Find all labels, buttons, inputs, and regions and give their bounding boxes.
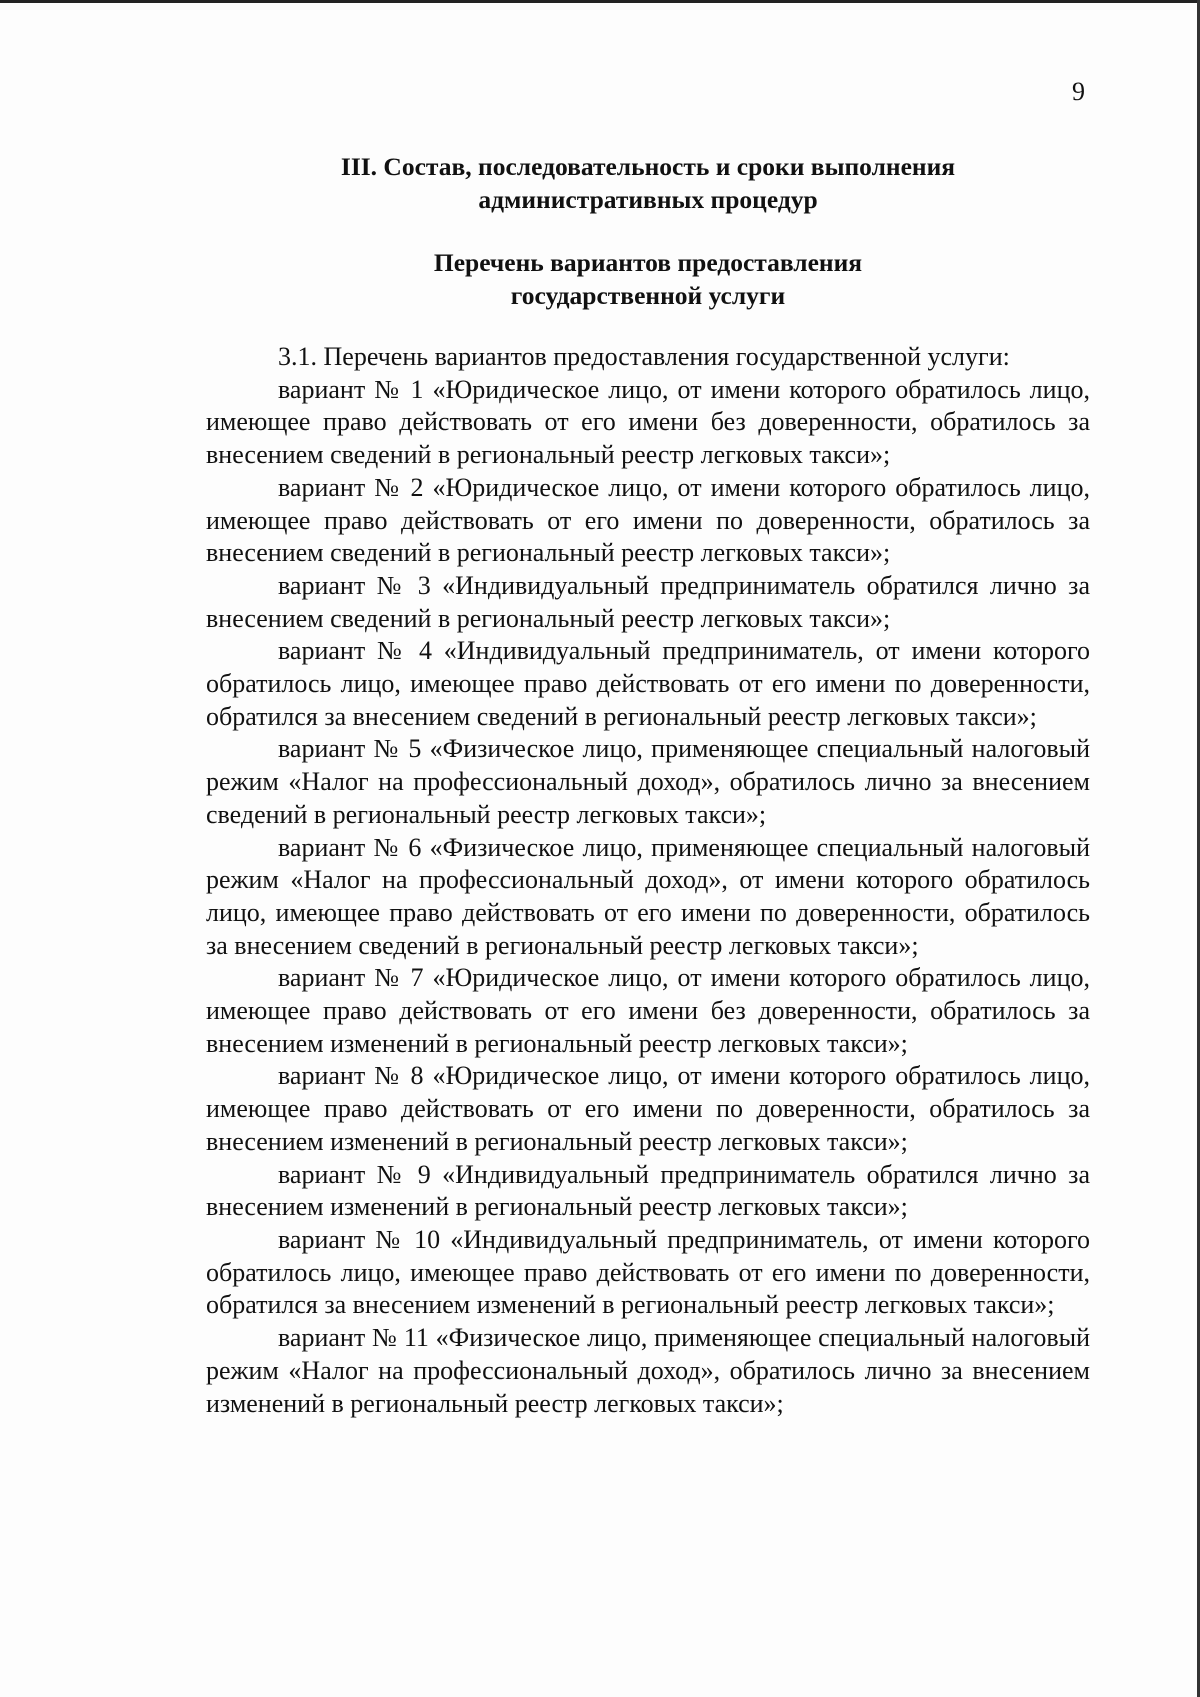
page-number: 9 [1072,77,1085,106]
body-text [206,341,1090,1420]
section-heading-line: административных процедур [478,184,818,214]
variant-4-paragraph: вариант № 4 «Индивидуальный предприниматель, от имени которого обратилось лицо, имеющее право действовать от его имени по доверенности, обратился за внесением сведений в региональный реестр легковых такси»; [206,636,1090,731]
variant-10-paragraph: вариант № 10 «Индивидуальный предприниматель, от имени которого обратилось лицо, имеющее право действовать от его имени по доверенности, обратился за внесением изменений в региональный реестр легковых такси»; [206,1224,1090,1320]
variant-6-paragraph: вариант № 6 «Физическое лицо, применяющее специальный налоговый режим «Налог на профессиональный доход», от имени которого обратилось лицо, имеющее право действовать от его имени по доверенности, обратилось за внесением сведений в региональный реестр легковых такси»; [206,832,1090,960]
sub-heading-line: государственной услуги [510,280,786,310]
section-heading [206,151,1090,216]
variant-5-paragraph: вариант № 5 «Физическое лицо, применяющее специальный налоговый режим «Налог на профессиональный доход», обратилось лично за внесением сведений в региональный реестр легковых такси»; [206,734,1090,829]
variant-11-paragraph: вариант № 11 «Физическое лицо, применяющее специальный налоговый режим «Налог на профессиональный доход», обратилось лично за внесением изменений в региональный реестр легковых такси»; [206,1323,1090,1418]
section-heading-line: III. Состав, последовательность и сроки выполнения [340,152,956,181]
page-top-border [0,0,1200,3]
paragraph-intro: 3.1. Перечень вариантов предоставления государственной услуги: [278,342,1010,371]
variant-2-paragraph: вариант № 2 «Юридическое лицо, от имени которого обратилось лицо, имеющее право действовать от его имени по доверенности, обратилось за внесением сведений в региональный реестр легковых такси»; [206,472,1090,568]
sub-heading-line: Перечень вариантов предоставления [433,248,863,277]
variant-3-paragraph: вариант № 3 «Индивидуальный предприниматель обратился лично за внесением сведений в региональный реестр легковых такси»; [206,570,1090,633]
variant-8-paragraph: вариант № 8 «Юридическое лицо, от имени которого обратилось лицо, имеющее право действовать от его имени по доверенности, обратилось за внесением изменений в региональный реестр легковых такси»; [206,1061,1090,1156]
variant-7-paragraph: вариант № 7 «Юридическое лицо, от имени которого обратилось лицо, имеющее право действовать от его имени без доверенности, обратилось за внесением изменений в региональный реестр легковых такси»; [206,963,1090,1058]
variant-1-paragraph: вариант № 1 «Юридическое лицо, от имени которого обратилось лицо, имеющее право действовать от его имени без доверенности, обратилось за внесением сведений в региональный реестр легковых такси»; [206,374,1090,470]
sub-heading [206,247,1090,312]
variant-9-paragraph: вариант № 9 «Индивидуальный предприниматель обратился лично за внесением изменений в региональный реестр легковых такси»; [206,1159,1090,1222]
